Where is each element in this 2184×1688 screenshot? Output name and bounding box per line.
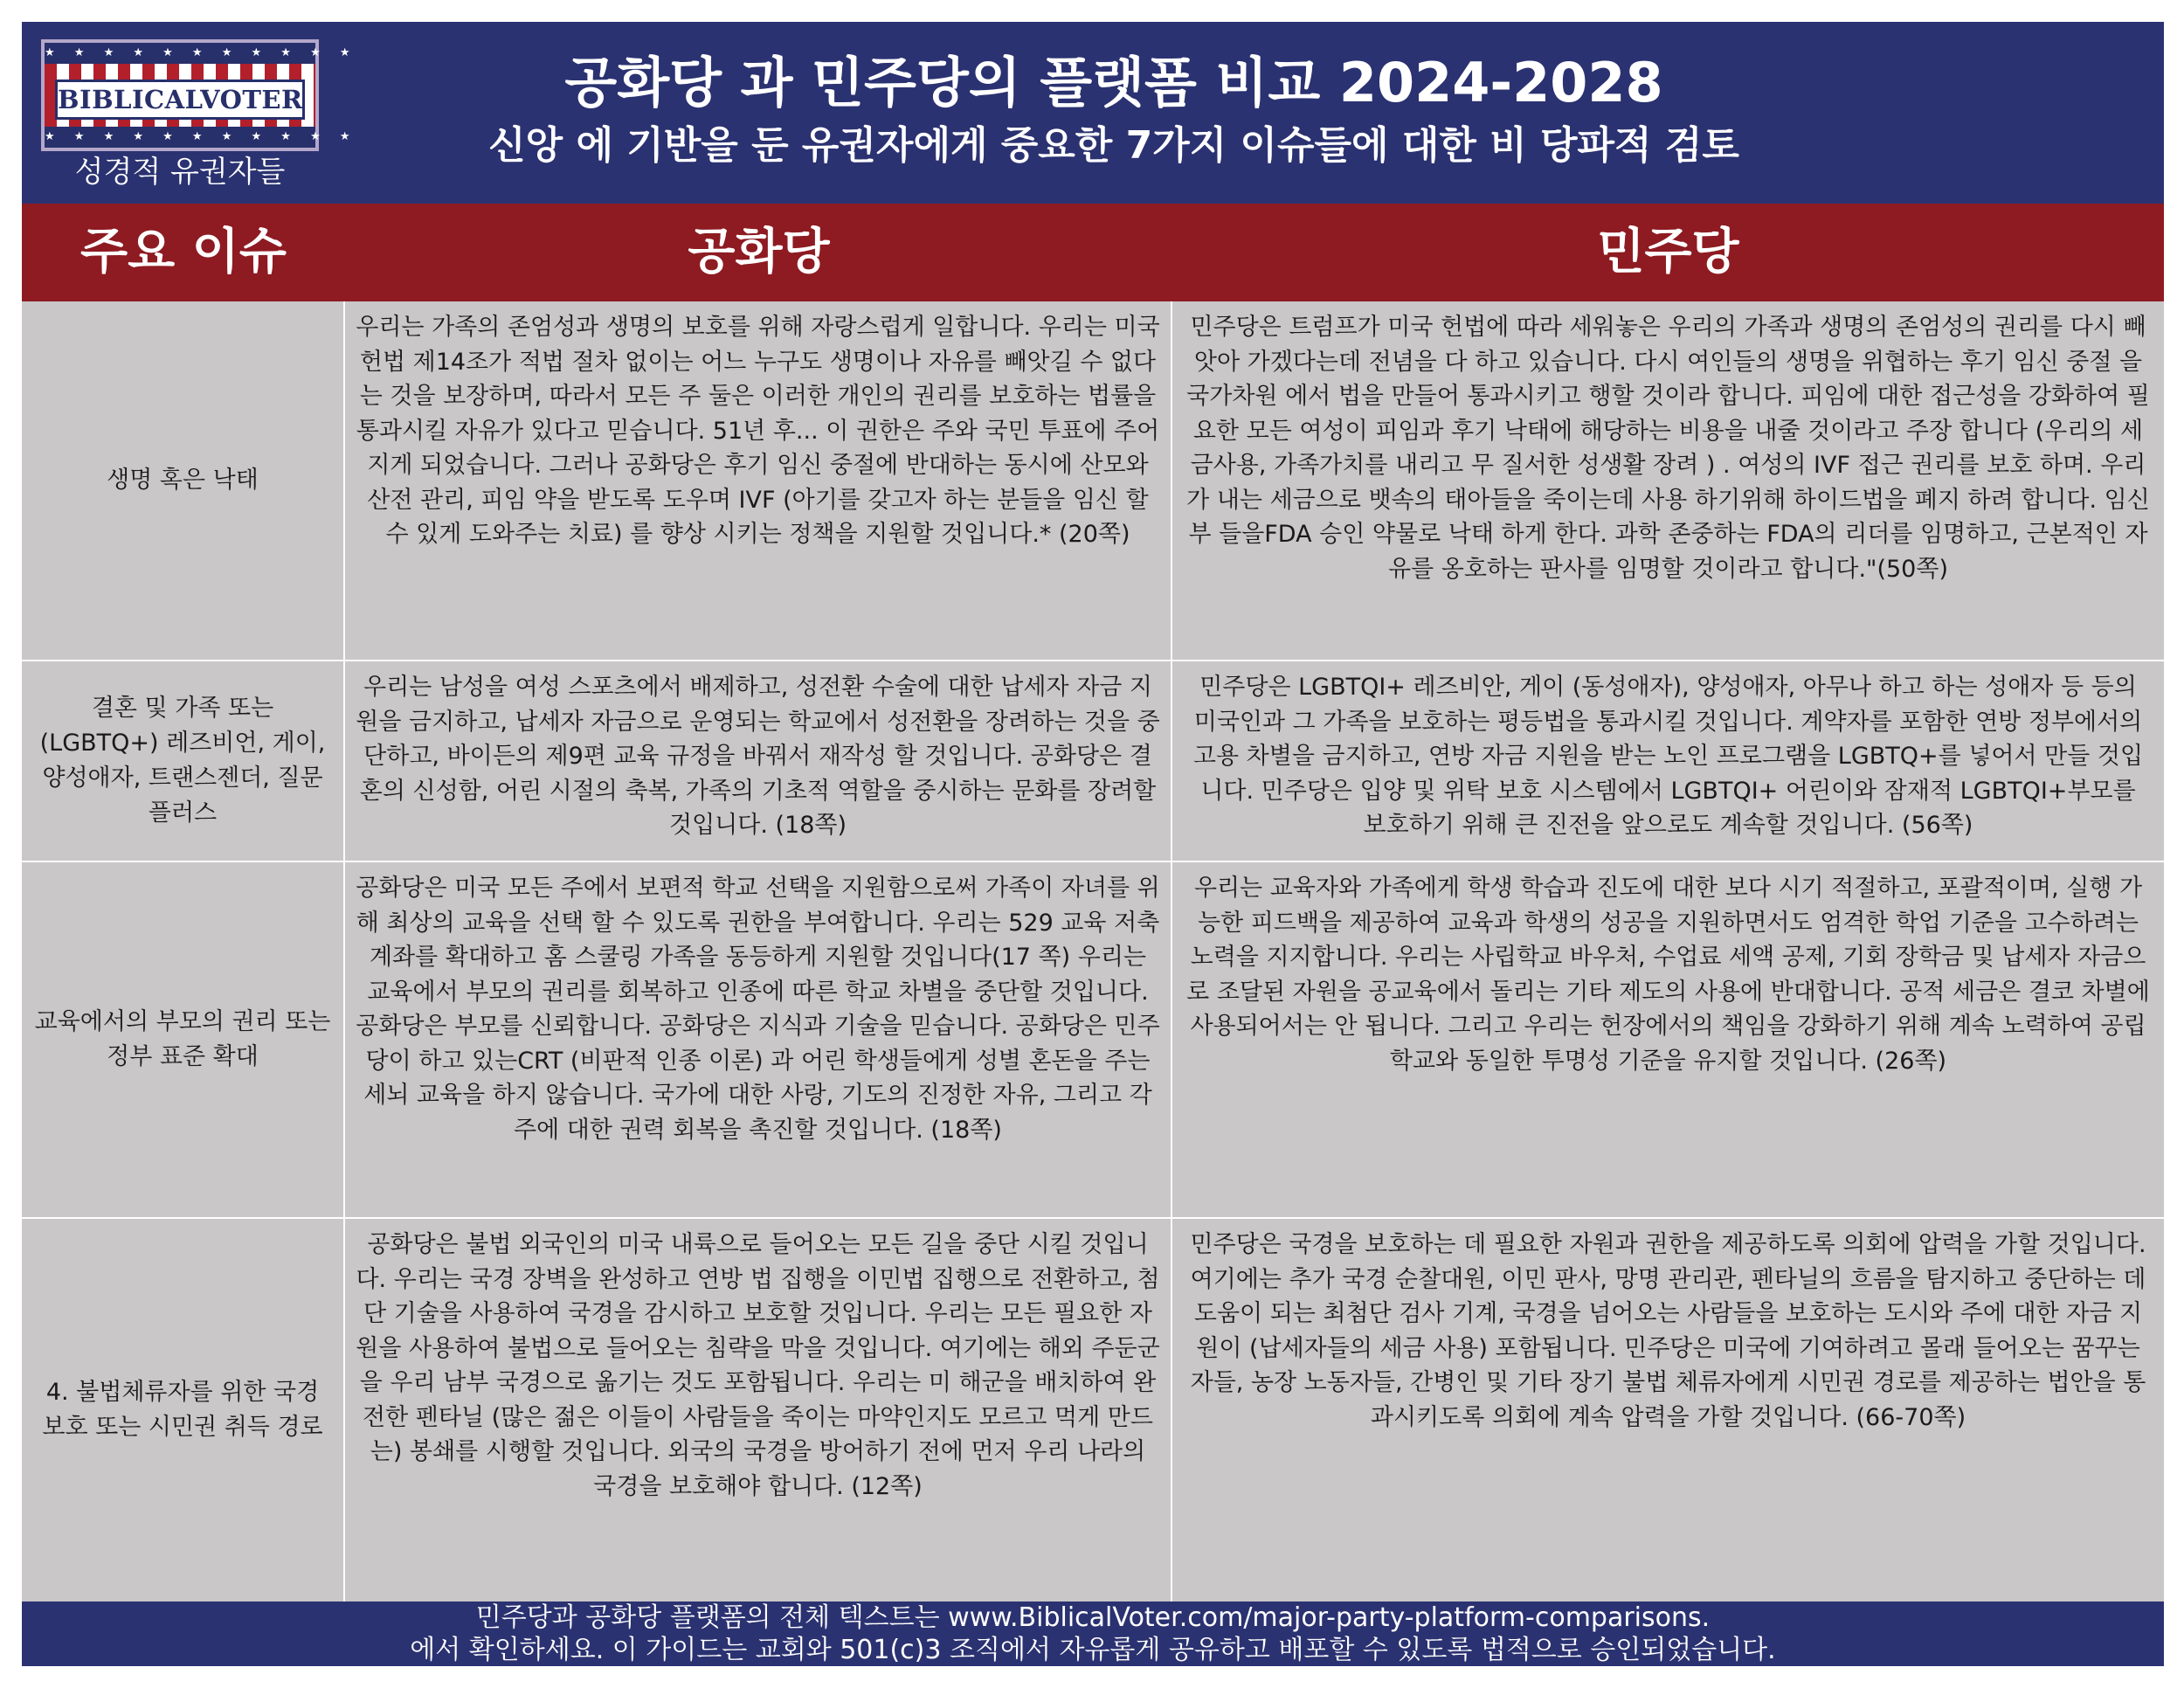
footer-line-1: 민주당과 공화당 플랫폼의 전체 텍스트는 www.BiblicalVoter.com/major-party-platform-comparisons. [475, 1602, 1711, 1633]
republican-cell: 우리는 남성을 여성 스포츠에서 배제하고, 성전환 수술에 대한 납세자 자금 지원을 금지하고, 납세자 자금으로 운영되는 학교에서 성전환을 장려하는 것을 중단하고, 바이든의 제9편 교육 규정을 바꿔서 재작성 할 것입니다. 공화당은 결혼의 신성함, 어린 시절의 축복, 가족의 기초적 역할을 중시하는 문화를 장려할 것입니다. (18쪽) [345, 661, 1172, 861]
table-row [22, 862, 2164, 1219]
page-title: 공화당 과 민주당의 플랫폼 비교 2024-2028 [564, 51, 1663, 114]
table-row [22, 661, 2164, 862]
logo-stars-top: ★ ★ ★ ★ ★ ★ ★ ★ ★ ★ ★ [45, 43, 315, 64]
issue-cell: 4. 불법체류자를 위한 국경 보호 또는 시민권 취득 경로 [22, 1219, 345, 1602]
column-header-issue: 주요 이슈 [80, 224, 287, 280]
biblical-voter-logo [41, 39, 358, 151]
democrat-cell: 민주당은 국경을 보호하는 데 필요한 자원과 권한을 제공하도록 의회에 압력을 가할 것입니다. 여기에는 추가 국경 순찰대원, 이민 판사, 망명 관리관, 펜타닐의 흐름을 탐지하고 중단하는 데 도움이 되는 최첨단 검사 기계, 국경을 넘어오는 사람들을 보호하는 도시와 주에 대한 자금 지원이 (납세자들의 세금 사용) 포함됩니다. 민주당은 미국에 기여하려고 몰래 들어오는 꿈꾸는자들, 농장 노동자들, 간병인 및 기타 장기 불법 체류자에게 시민권 경로를 제공하는 법안을 통과시키도록 의회에 계속 압력을 가할 것입니다. (66-70쪽) [1190, 1231, 2146, 1431]
footer [22, 1602, 2164, 1666]
issue-cell: 생명 혹은 낙태 [22, 301, 345, 660]
logo-stars-bottom: ★ ★ ★ ★ ★ ★ ★ ★ ★ ★ ★ [45, 127, 315, 148]
democrat-cell: 우리는 교육자와 가족에게 학생 학습과 진도에 대한 보다 시기 적절하고, 포괄적이며, 실행 가능한 피드백을 제공하여 교육과 학생의 성공을 지원하면서도 엄격한 학업 기준을 고수하려는 노력을 지지합니다. 우리는 사립학교 바우처, 수업료 세액 공제, 기회 장학금 및 납세자 자금으로 조달된 자원을 공교육에서 돌리는 기타 제도의 사용에 반대합니다. 공적 세금은 결코 차별에 사용되어서는 안 됩니다. 그리고 우리는 헌장에서의 책임을 강화하기 위해 계속 노력하여 공립학교와 동일한 투명성 기준을 유지할 것입니다. (26쪽) [1186, 875, 2150, 1075]
header [22, 22, 2164, 204]
republican-cell: 우리는 가족의 존엄성과 생명의 보호를 위해 자랑스럽게 일합니다. 우리는 미국 헌법 제14조가 적법 절차 없이는 어느 누구도 생명이나 자유를 빼앗길 수 없다는 것을 보장하며, 따라서 모든 주 둘은 이러한 개인의 권리를 보호하는 법률을 통과시킬 자유가 있다고 믿습니다. 51년 후... 이 권한은 주와 국민 투표에 주어지게 되었습니다. 그러나 공화당은 후기 임신 중절에 반대하는 동시에 산모와 산전 관리, 피임 약을 받도록 도우며 IVF (아기를 갖고자 하는 분들을 임신 할 수 있게 도와주는 치료) 를 향상 시키는 정책을 지원할 것입니다.* (20쪽) [345, 301, 1172, 660]
table-row [22, 301, 2164, 661]
table-row [22, 1219, 2164, 1602]
column-header-republican: 공화당 [688, 224, 830, 280]
democrat-cell: 민주당은 트럼프가 미국 헌법에 따라 세워놓은 우리의 가족과 생명의 존엄성의 권리를 다시 빼앗아 가겠다는데 전념을 다 하고 있습니다. 다시 여인들의 생명을 위협하는 후기 임신 중절 을 국가차원 에서 법을 만들어 통과시키고 행할 것이라 합니다. 피임에 대한 접근성을 강화하여 필요한 모든 여성이 피임과 후기 낙태에 해당하는 비용을 내줄 것이라고 주장 합니다 (우리의 세금사용, 가족가치를 내리고 무 질서한 성생활 장려 ) . 여성의 IVF 접근 권리를 보호 하며. 우리가 내는 세금으로 뱃속의 태아들을 죽이는데 사용 하기위해 하이드법을 폐지 하려 합니다. 임신부 들을FDA 승인 약물로 낙태 하게 한다. 과학 존중하는 FDA의 리더를 임명하고, 근본적인 자유를 옹호하는 판사를 임명할 것이라고 합니다."(50쪽) [1186, 314, 2150, 583]
page-subtitle: 신앙 에 기반을 둔 유권자에게 중요한 7가지 이슈들에 대한 비 당파적 검토 [488, 123, 1739, 168]
logo-name: BIBLICALVOTER [55, 80, 305, 120]
column-header-bar [22, 204, 2164, 301]
logo-subtitle: 성경적 유권자들 [74, 155, 286, 190]
issue-cell: 교육에서의 부모의 권리 또는 정부 표준 확대 [22, 862, 345, 1217]
democrat-cell: 민주당은 LGBTQI+ 레즈비안, 게이 (동성애자), 양성애자, 아무나 하고 하는 성애자 등 등의 미국인과 그 가족을 보호하는 평등법을 통과시킬 것입니다. 계약자를 포함한 연방 정부에서의 고용 차별을 금지하고, 연방 자금 지원을 받는 노인 프로그램을 LGBTQ+를 넣어서 만들 것입니다. 민주당은 입양 및 위탁 보호 시스템에서 LGBTQI+ 어린이와 잠재적 LGBTQI+부모를 보호하기 위해 큰 진전을 앞으로도 계속할 것입니다. (56쪽) [1192, 674, 2144, 839]
column-header-democrat: 민주당 [1597, 224, 1739, 280]
footer-line-2: 에서 확인하세요. 이 가이드는 교회와 501(c)3 조직에서 자유롭게 공유하고 배포할 수 있도록 법적으로 승인되었습니다. [410, 1635, 1776, 1665]
issue-cell: 결혼 및 가족 또는 (LGBTQ+) 레즈비언, 게이, 양성애자, 트랜스젠더, 질문 플러스 [22, 661, 345, 861]
document-frame [22, 22, 2164, 1666]
republican-cell: 공화당은 미국 모든 주에서 보편적 학교 선택을 지원함으로써 가족이 자녀를 위해 최상의 교육을 선택 할 수 있도록 권한을 부여합니다. 우리는 529 교육 저축 계좌를 확대하고 홈 스쿨링 가족을 동등하게 지원할 것입니다(17 쪽) 우리는 교육에서 부모의 권리를 회복하고 인종에 따른 학교 차별을 중단할 것입니다. 공화당은 부모를 신뢰합니다. 공화당은 지식과 기술을 믿습니다. 공화당은 민주당이 하고 있는CRT (비판적 인종 이론) 과 어린 학생들에게 성별 혼돈을 주는 세뇌 교육을 하지 않습니다. 국가에 대한 사랑, 기도의 진정한 자유, 그리고 각 주에 대한 권력 회복을 촉진할 것입니다. (18쪽) [345, 862, 1172, 1217]
republican-cell: 공화당은 불법 외국인의 미국 내륙으로 들어오는 모든 길을 중단 시킬 것입니다. 우리는 국경 장벽을 완성하고 연방 법 집행을 이민법 집행으로 전환하고, 첨단 기술을 사용하여 국경을 감시하고 보호할 것입니다. 우리는 모든 필요한 자원을 사용하여 불법으로 들어오는 침략을 막을 것입니다. 여기에는 해외 주둔군을 우리 남부 국경으로 옮기는 것도 포함됩니다. 우리는 미 해군을 배치하여 완전한 펜타닐 (많은 젊은 이들이 사람들을 죽이는 마약인지도 모르고 먹게 만드는) 봉쇄를 시행할 것입니다. 외국의 국경을 방어하기 전에 먼저 우리 나라의 국경을 보호해야 합니다. (12쪽) [345, 1219, 1172, 1602]
